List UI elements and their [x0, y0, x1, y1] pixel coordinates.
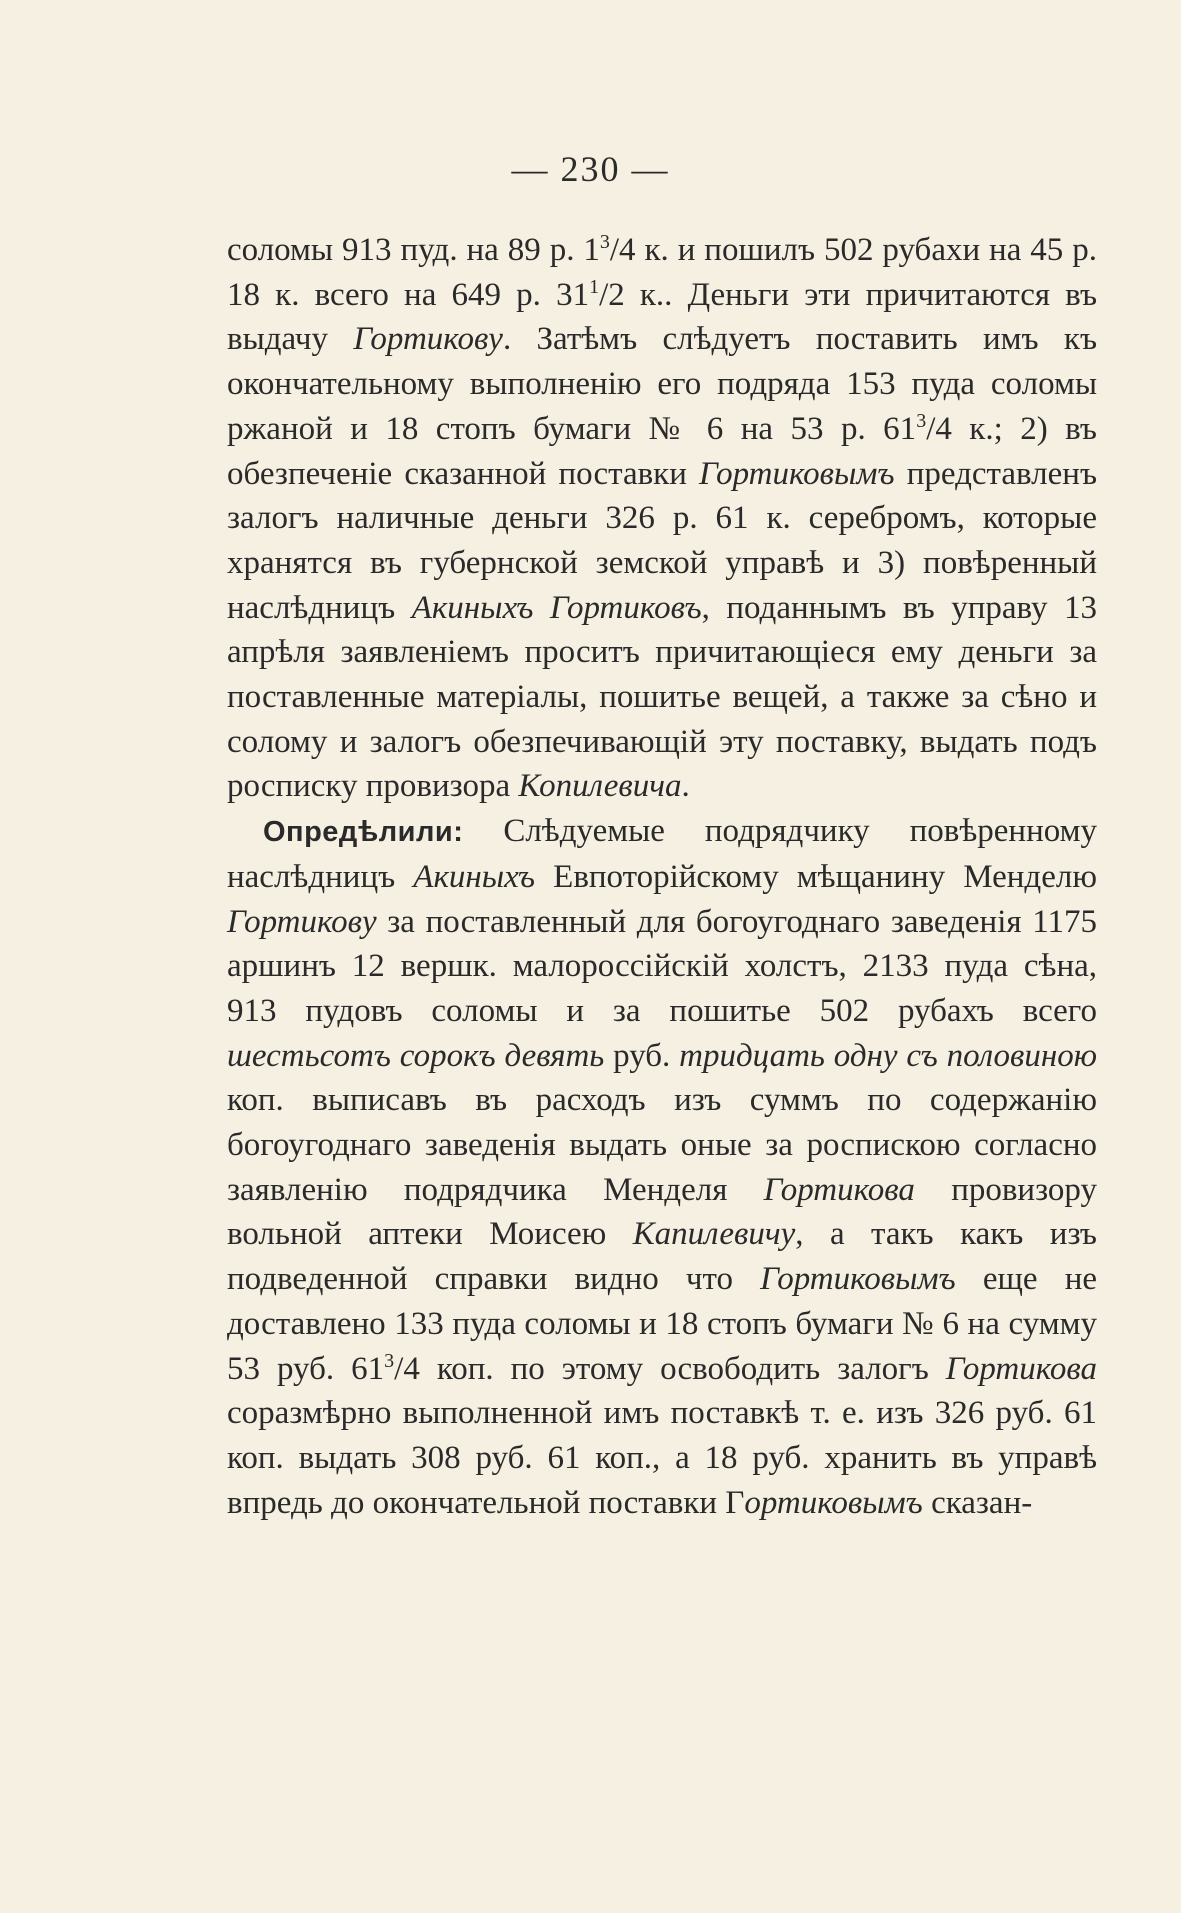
paragraph-2: [227, 809, 1097, 1525]
italic-name: Гортиковымъ: [699, 455, 895, 492]
italic-name: ортиковымъ: [744, 1484, 923, 1521]
italic-name: Гортикову: [227, 903, 377, 940]
text-run: еще не доставлено 133 пуда соломы и 18 стопъ бумаги № 6 на сумму 53 руб. 61: [227, 1261, 1097, 1387]
text-run: /4 к. и пошилъ 502 рубахи на 45 р. 18 к. всего на 649 р. 31: [227, 232, 1097, 313]
text-run: 3: [916, 409, 927, 432]
italic-name: Капилевичу: [632, 1216, 796, 1253]
text-run: . Затѣмъ слѣдуетъ поставить имъ къ окончательному выполненію его подряда 153 пуда соломы ржаной и 18 стопъ бумаги № 6 на 53 р. 61: [227, 321, 1098, 447]
text-run: /4 коп. по этому освободить залогъ: [394, 1350, 946, 1387]
resolution-heading: Опредѣлили:: [263, 816, 464, 849]
text-run: Евпоторійскому мѣщанину Менделю: [535, 858, 1097, 895]
italic-name: Гортикова: [763, 1171, 915, 1208]
italic-name: тридцать одну съ половиною: [679, 1037, 1098, 1074]
italic-name: Гортикову: [353, 321, 503, 358]
italic-name: Акиныхъ Гортиковъ: [411, 589, 702, 626]
page-number: — 230 —: [511, 149, 670, 189]
text-run: коп. выписавъ въ расходъ изъ суммъ по содержанію богоугоднаго заведенія выдать оные за роспискою согласно заявленію подрядчика Менделя: [227, 1082, 1097, 1208]
text-run: , а такъ какъ изъ подведенной справки видно что: [227, 1216, 1097, 1298]
text-run: провизору вольной аптеки Моисею: [227, 1171, 1097, 1253]
paragraph-1: [227, 228, 1097, 809]
text-run: /4 к.; 2) въ обезпеченіе сказанной поставки: [227, 410, 1097, 492]
italic-name: Гортикова: [945, 1350, 1098, 1387]
italic-name: Акиныхъ: [413, 858, 536, 895]
text-run: , поданнымъ въ управу 13 апрѣля заявленіемъ проситъ причитающіеся ему деньги за поставленные матеріалы, пошитье вещей, а также за сѣно и солому и залогъ обезпечивающій эту поставку, выдать подъ росписку провизора: [227, 589, 1097, 805]
text-run: 3: [384, 1349, 395, 1372]
text-run: 1: [589, 275, 600, 298]
text-run: Слѣдуемые подрядчику повѣренному наслѣдницъ: [227, 813, 1097, 895]
text-run: /2 к.. Деньги эти причитаются въ выдачу: [227, 276, 1098, 358]
text-run: представленъ залогъ наличные деньги 326 р. 61 к. серебромъ, которые хранятся въ губернской земской управѣ и 3) повѣренный наслѣдницъ: [227, 455, 1098, 626]
text-run: соломы 913 пуд. на 89 р. 1: [227, 232, 600, 268]
body-text: [227, 228, 1097, 1525]
text-run: 3: [599, 231, 610, 253]
text-run: .: [681, 768, 690, 805]
text-run: руб.: [604, 1037, 680, 1074]
italic-name: шестьсотъ сорокъ девять: [227, 1037, 605, 1074]
text-run: за поставленный для богоугоднаго заведенія 1175 аршинъ 12 вершк. малороссійскій холстъ, 2133 пуда сѣна, 913 пудовъ соломы и за пошитье 502 рубахъ всего: [227, 903, 1097, 1029]
text-run: сказан-: [922, 1484, 1033, 1521]
italic-name: Копилевича: [518, 768, 682, 805]
italic-name: Гортиковымъ: [760, 1261, 956, 1298]
text-run: соразмѣрно выполненной имъ поставкѣ т. е. изъ 326 руб. 61 коп. выдать 308 руб. 61 коп., а 18 руб. хранить въ управѣ впредь до окончательной поставки Г: [227, 1395, 1097, 1521]
